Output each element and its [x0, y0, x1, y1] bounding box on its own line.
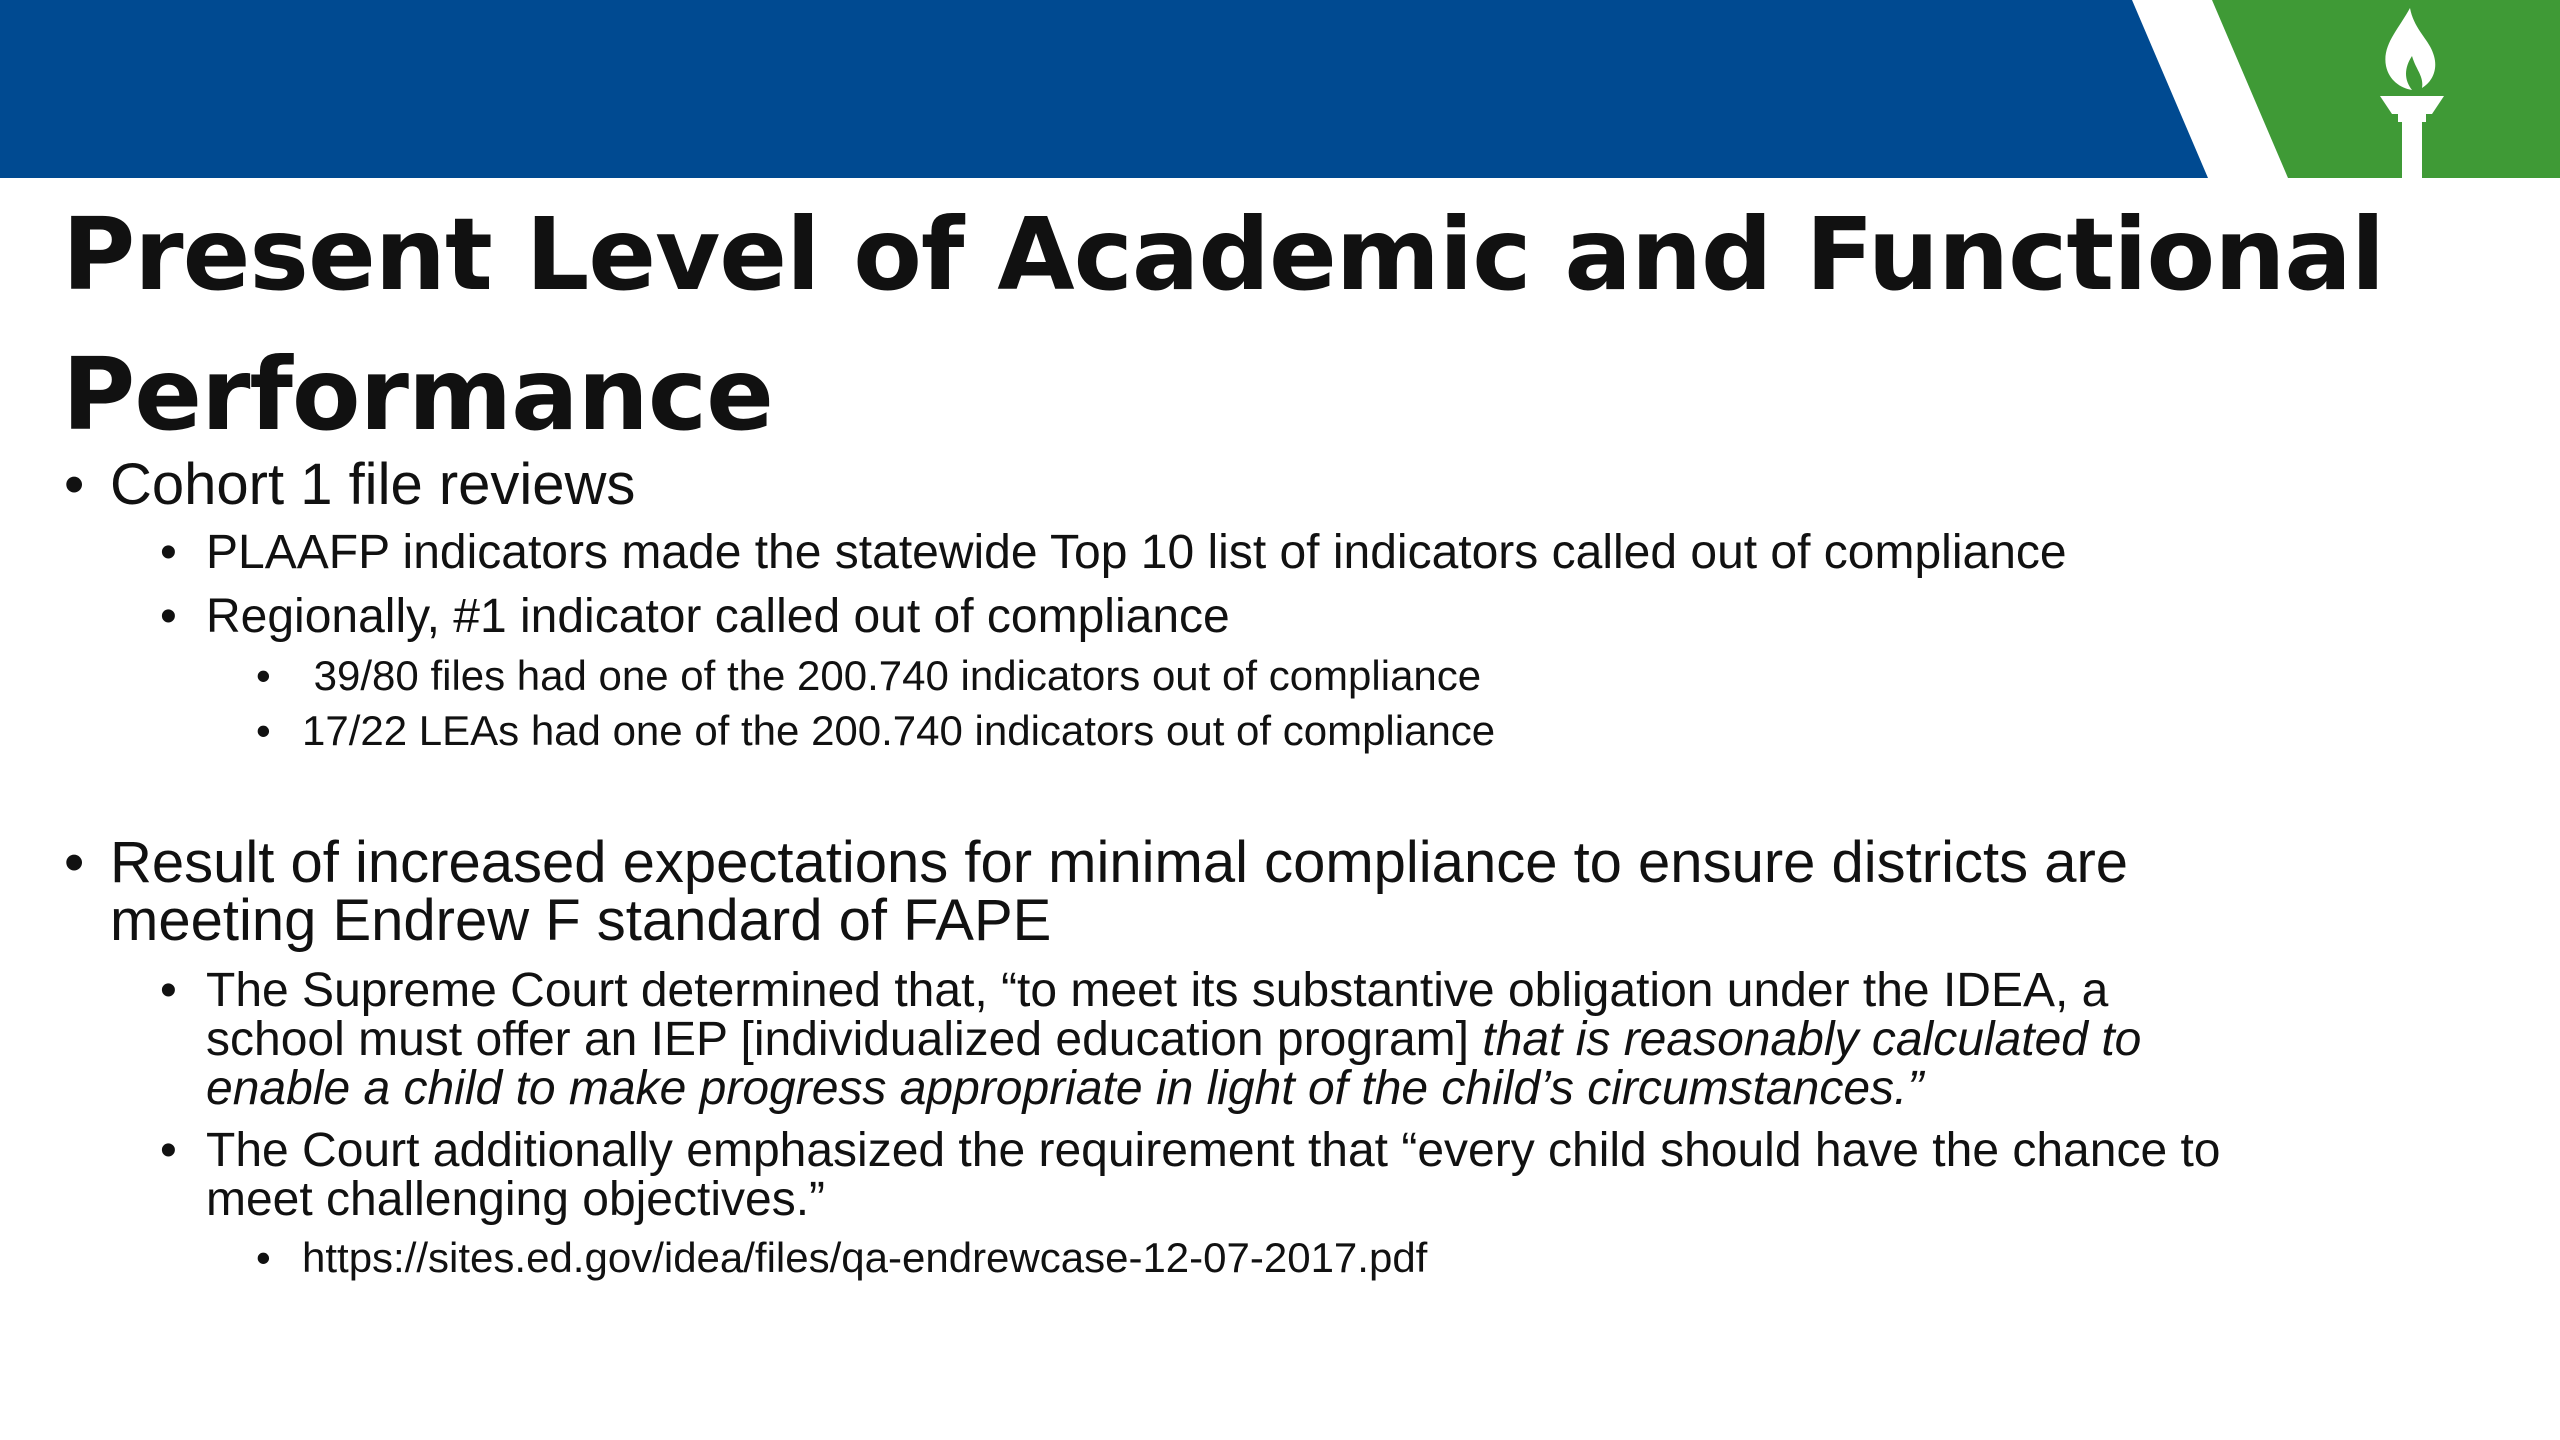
bullet-text: Regionally, #1 indicator called out of compliance [206, 590, 1230, 643]
bullet-court-emphasized-requirement [160, 1124, 2221, 1226]
bullet-text-line2-italic: that is reasonably calculated to [1482, 1013, 2142, 1066]
bullet-plaafp-indicators [160, 526, 2067, 579]
bullet-text-line1: Result of increased expectations for minimal compliance to ensure districts are [110, 830, 2129, 895]
reference-url-text: https://sites.ed.gov/idea/files/qa-endrewcase-12-07-2017.pdf [302, 1234, 1428, 1281]
bullet-dot: • [256, 707, 271, 754]
bullet-dot: • [160, 964, 177, 1017]
bullet-dot: • [160, 526, 177, 579]
bullet-cohort-file-reviews [64, 452, 636, 517]
bullet-dot: • [256, 1234, 271, 1281]
bullet-files-out-of-compliance [256, 652, 1482, 699]
bullet-text-line3-italic: enable a child to make progress appropriate in light of the child’s circumstances.” [206, 1062, 1924, 1115]
bullet-text-line1: The Supreme Court determined that, “to meet its substantive obligation under the IDEA, a [206, 964, 2109, 1017]
bullet-reference-url [256, 1234, 1428, 1281]
banner-blue-band [0, 0, 2208, 178]
bullet-text: PLAAFP indicators made the statewide Top 10 list of indicators called out of compliance [206, 526, 2067, 579]
bullet-text: 39/80 files had one of the 200.740 indicators out of compliance [302, 652, 1482, 699]
bullet-text-line1: The Court additionally emphasized the requirement that “every child should have the chance to [206, 1124, 2221, 1177]
bullet-increased-expectations [64, 830, 2129, 953]
bullet-text-line2: meet challenging objectives.” [206, 1173, 826, 1226]
bullet-dot: • [64, 830, 85, 895]
bullet-dot: • [64, 452, 85, 517]
bullet-supreme-court-determination [160, 964, 2142, 1115]
bullet-dot: • [256, 652, 271, 699]
bullet-dot: • [160, 1124, 177, 1177]
bullet-leas-out-of-compliance [256, 707, 1496, 754]
bullet-text: Cohort 1 file reviews [110, 452, 636, 517]
bullet-text-line2: school must offer an IEP [individualized education program] [206, 1013, 1483, 1066]
header-banner [0, 0, 2560, 180]
bullet-dot: • [160, 590, 177, 643]
bullet-text: 17/22 LEAs had one of the 200.740 indicators out of compliance [302, 707, 1496, 754]
bullet-text-line2: meeting Endrew F standard of FAPE [110, 888, 1052, 953]
slide-title: Present Level of Academic and Functional Performance [62, 196, 2385, 453]
bullet-regionally-indicator [160, 590, 1230, 643]
